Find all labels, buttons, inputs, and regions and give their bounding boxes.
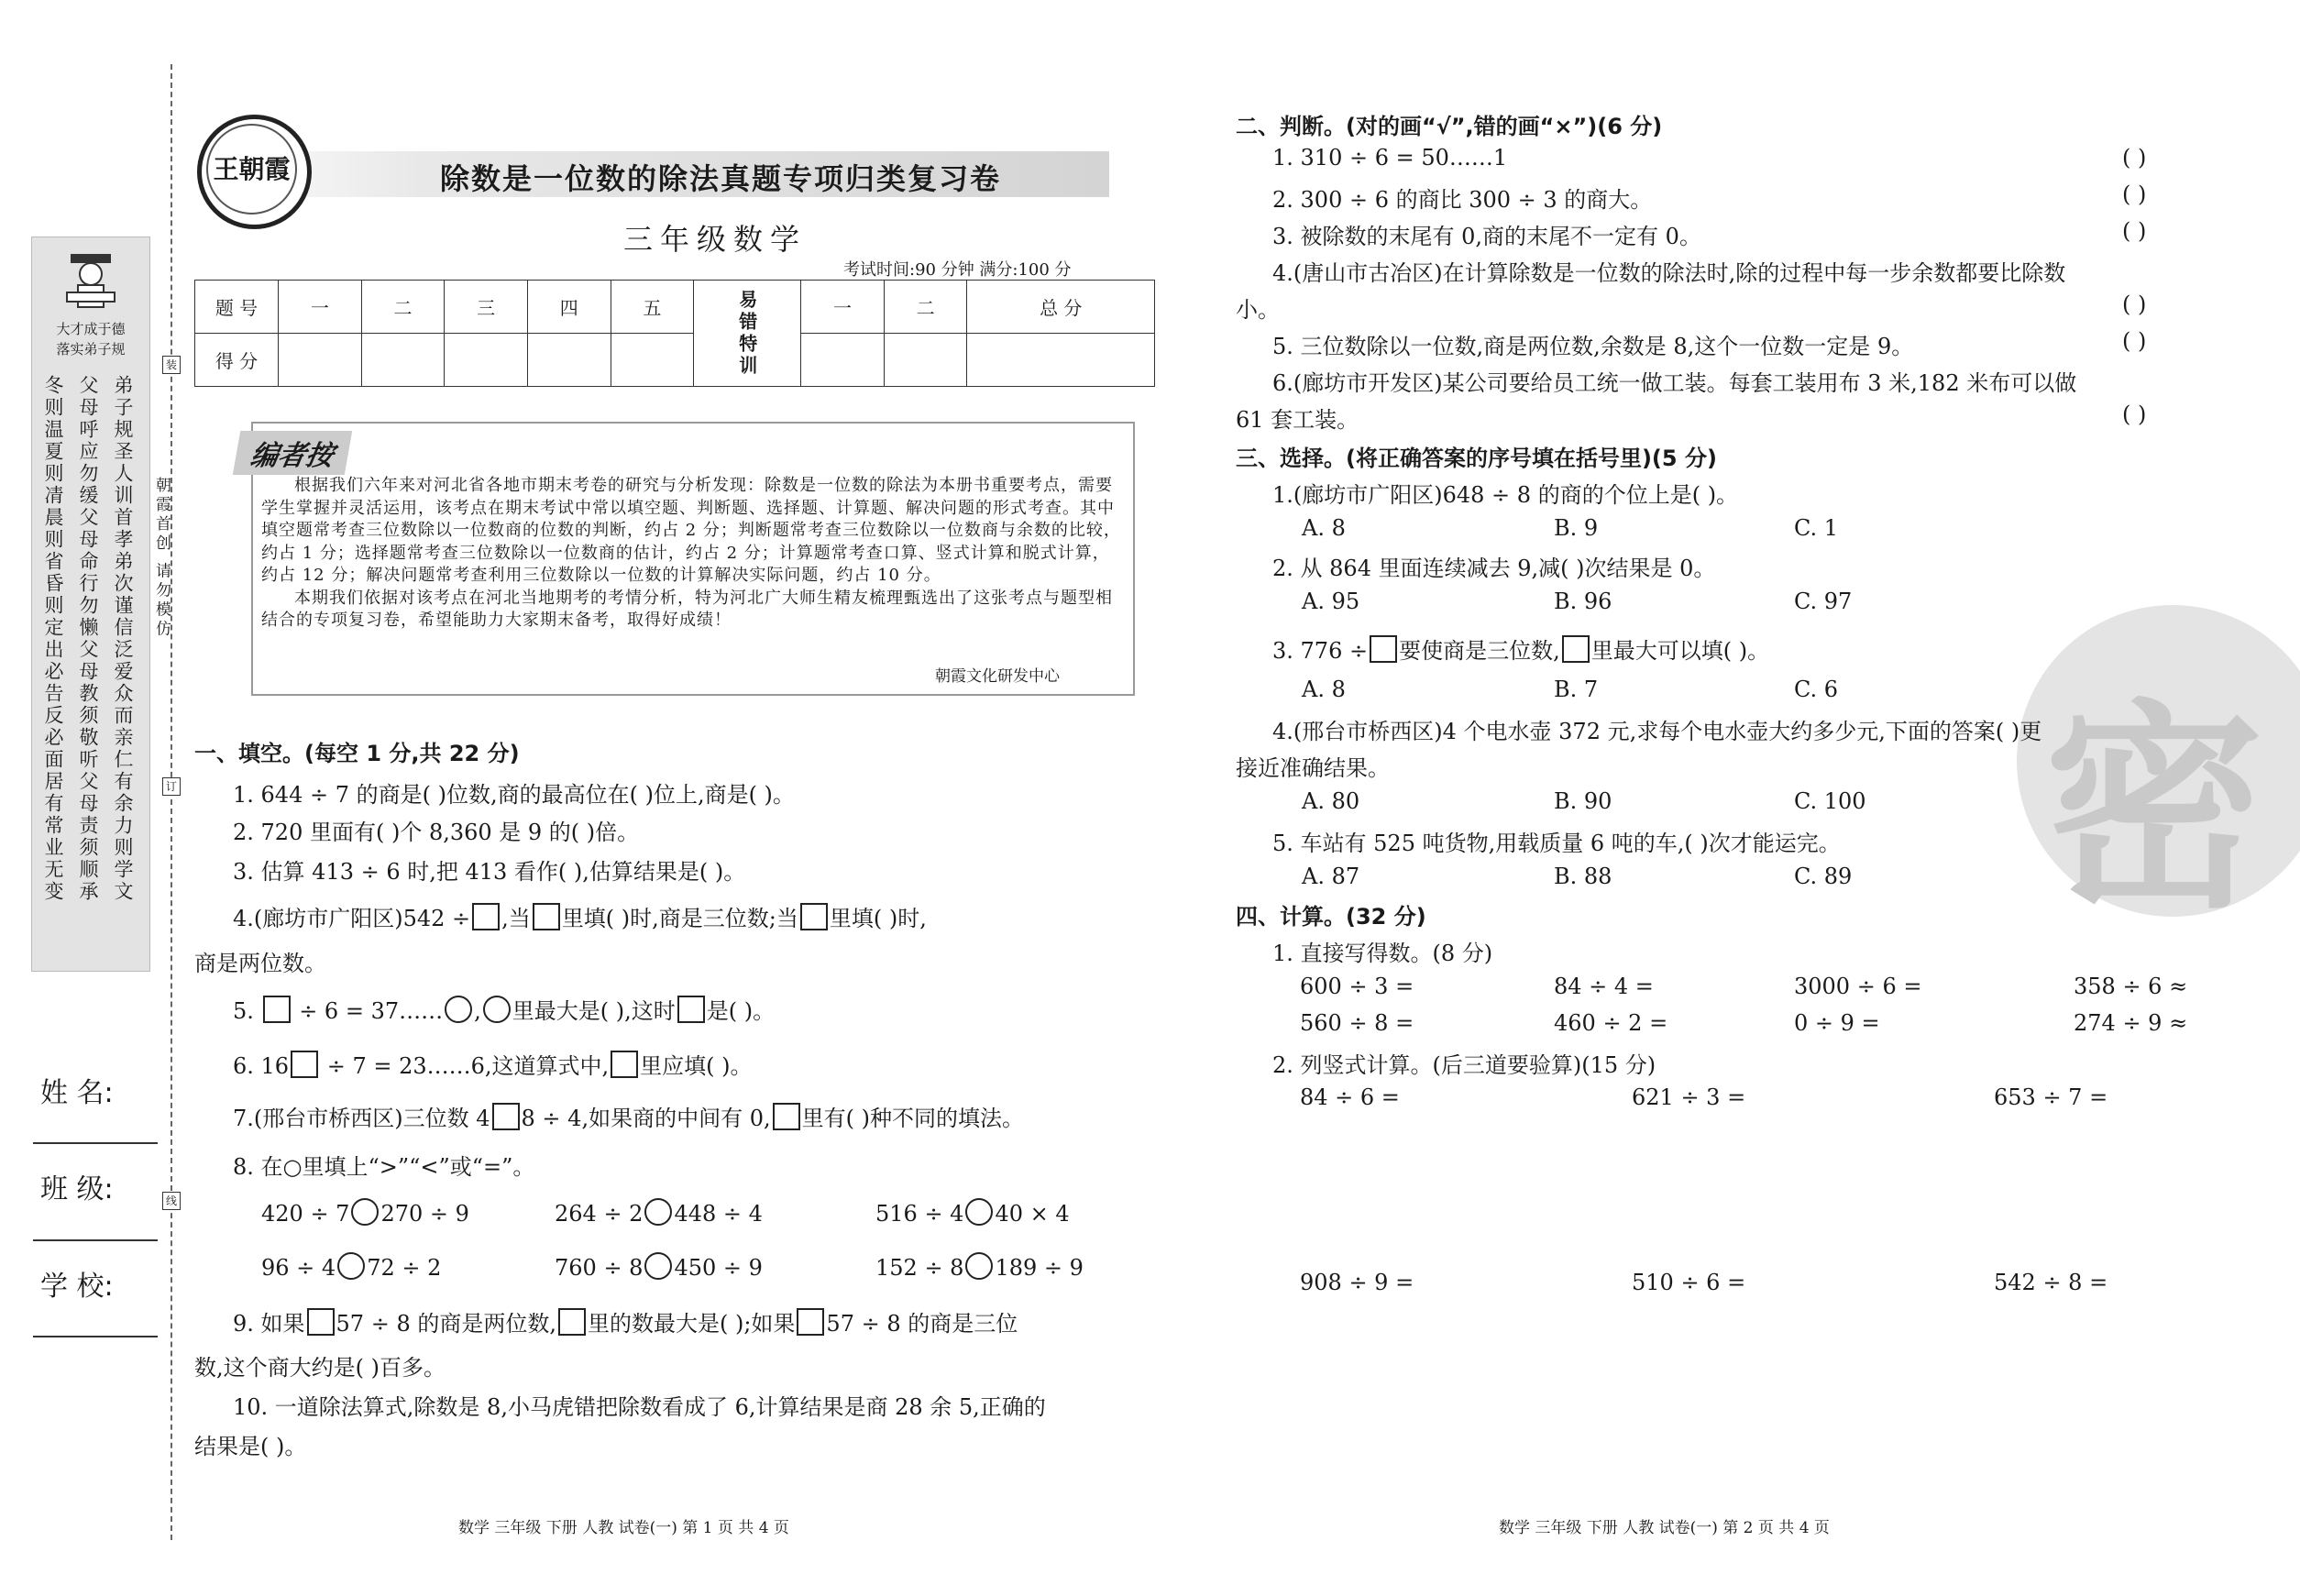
score-header-cell: 题 号	[195, 281, 279, 334]
oral-item: 358 ÷ 6 ≈	[2074, 974, 2188, 999]
choice-option[interactable]: A. 80	[1302, 788, 1360, 814]
score-cell[interactable]	[361, 334, 445, 387]
school-field[interactable]	[33, 1336, 158, 1337]
binding-mark-xian: 线	[162, 1192, 181, 1210]
compare-left: 420 ÷ 7	[261, 1201, 350, 1227]
choice-option[interactable]: B. 96	[1554, 589, 1612, 614]
score-table-header-row	[195, 281, 1155, 334]
question-1-10-cont: 结果是( )。	[194, 1434, 307, 1459]
q5-text-a: 5.	[233, 998, 254, 1024]
question-1-8: 8. 在○里填上“>”“<”或“=”。	[233, 1154, 535, 1180]
q9-text-d: 57 ÷ 8 的商是三位	[826, 1311, 1018, 1337]
judge-item-6: 6.(廊坊市开发区)某公司要给员工统一做工装。每套工装用布 3 米,182 米布可以做	[1272, 370, 2077, 396]
compare-right: 448 ÷ 4	[674, 1201, 763, 1227]
section-2-title: 二、判断。(对的画“√”,错的画“×”)(6 分)	[1236, 114, 1663, 139]
choice-question-2: 2. 从 864 里面连续减去 9,减( )次结果是 0。	[1272, 556, 1716, 581]
choice-option[interactable]: B. 7	[1554, 677, 1599, 702]
section-3-title: 三、选择。(将正确答案的序号填在括号里)(5 分)	[1236, 446, 1717, 471]
q9-text-b: 57 ÷ 8 的商是两位数,	[336, 1311, 556, 1337]
score-table	[194, 280, 1155, 387]
q9-text-c: 里的数最大是( );如果	[587, 1311, 796, 1337]
judge-answer-4[interactable]: ( )	[2122, 292, 2147, 317]
brand-logo-text: 王朝霞	[206, 124, 297, 215]
choice-option[interactable]: C. 6	[1794, 677, 1839, 702]
section-1-title: 一、填空。(每空 1 分,共 22 分)	[194, 741, 520, 766]
question-1-5	[233, 993, 775, 1025]
score-header-cell: 二	[361, 281, 445, 334]
motto-column-1: 弟子规圣人训首孝弟次谨信泛爱众而亲仁有余力则学文	[112, 375, 134, 903]
compare-right: 40 × 4	[995, 1201, 1070, 1227]
exam-time-info: 考试时间:90 分钟 满分:100 分	[843, 260, 1072, 280]
motto-column-3: 冬则温夏则凊晨则省昏则定出必告反必面居有常业无变	[42, 375, 64, 903]
vertical-calc-item: 510 ÷ 6 =	[1632, 1270, 1746, 1295]
question-1-9-cont: 数,这个商大约是( )百多。	[194, 1355, 446, 1381]
compare-circle[interactable]	[965, 1198, 993, 1226]
error-training-label: 易错特训	[694, 281, 801, 387]
answer-box[interactable]	[773, 1103, 800, 1130]
choice-option[interactable]: B. 90	[1554, 788, 1612, 814]
question-1-2: 2. 720 里面有( )个 8,360 是 9 的( )倍。	[233, 820, 640, 845]
judge-answer-6[interactable]: ( )	[2122, 402, 2147, 427]
answer-box[interactable]	[677, 996, 705, 1023]
answer-box[interactable]	[472, 903, 500, 930]
binding-mark-zhuang: 装	[162, 356, 181, 374]
vertical-calc-item: 908 ÷ 9 =	[1300, 1270, 1414, 1295]
judge-answer-5[interactable]: ( )	[2122, 328, 2147, 354]
vertical-calc-item: 542 ÷ 8 =	[1994, 1270, 2108, 1295]
compare-item	[555, 1252, 763, 1281]
name-field[interactable]	[33, 1142, 158, 1144]
score-cell[interactable]	[884, 334, 967, 387]
copyright-note: 朝霞首创 请勿模仿	[152, 477, 171, 640]
q6-text-b: ÷ 7 = 23……6,这道算式中,	[326, 1053, 610, 1079]
answer-box[interactable]	[1562, 635, 1590, 663]
motto-column-2: 父母呼应勿缓父母命行勿懒父母教须敬听父母责须顺承	[77, 375, 99, 903]
score-header-cell: 一	[279, 281, 362, 334]
choice-option[interactable]: A. 8	[1302, 515, 1346, 541]
choice-option[interactable]: B. 9	[1554, 515, 1599, 541]
judge-item-2: 2. 300 ÷ 6 的商比 300 ÷ 3 的商大。	[1272, 187, 1653, 213]
choice-question-3	[1272, 633, 1769, 665]
cq3-text-b: 要使商是三位数,	[1399, 638, 1560, 664]
compare-item	[875, 1252, 1084, 1281]
score-header-cell: 一	[801, 281, 885, 334]
choice-option[interactable]: A. 8	[1302, 677, 1346, 702]
compare-item	[875, 1198, 1070, 1227]
answer-box[interactable]	[800, 903, 828, 930]
answer-box[interactable]	[611, 1051, 638, 1078]
judge-item-3: 3. 被除数的末尾有 0,商的末尾不一定有 0。	[1272, 224, 1701, 249]
score-cell[interactable]	[527, 334, 611, 387]
compare-item	[555, 1198, 763, 1227]
compare-item	[261, 1198, 469, 1227]
page-footer-right: 数学 三年级 下册 人教 试卷(一) 第 2 页 共 4 页	[1499, 1519, 1830, 1537]
answer-box[interactable]	[533, 903, 560, 930]
oral-item: 0 ÷ 9 =	[1794, 1010, 1880, 1036]
q5-text-d: 里最大是( ),这时	[512, 998, 676, 1024]
answer-box[interactable]	[291, 1051, 318, 1078]
compare-left: 96 ÷ 4	[261, 1255, 336, 1281]
choice-option[interactable]: C. 89	[1794, 864, 1853, 889]
calc-subsection-2: 2. 列竖式计算。(后三道要验算)(15 分)	[1272, 1052, 1656, 1078]
question-1-1: 1. 644 ÷ 7 的商是( )位数,商的最高位在( )位上,商是( )。	[233, 782, 795, 808]
score-cell[interactable]	[801, 334, 885, 387]
cq3-text-a: 3. 776 ÷	[1272, 638, 1369, 664]
q5-text-b: ÷ 6 = 37……	[299, 998, 444, 1024]
compare-right: 270 ÷ 9	[380, 1201, 469, 1227]
answer-box[interactable]	[558, 1308, 586, 1336]
q4-text-a: 4.(廊坊市广阳区)542 ÷	[233, 906, 471, 931]
choice-option[interactable]: A. 95	[1302, 589, 1360, 614]
oral-item: 600 ÷ 3 =	[1300, 974, 1414, 999]
compare-right: 72 ÷ 2	[367, 1255, 442, 1281]
answer-box[interactable]	[307, 1308, 335, 1336]
choice-option[interactable]: C. 1	[1794, 515, 1839, 541]
vertical-calc-item: 653 ÷ 7 =	[1994, 1084, 2108, 1110]
oral-item: 460 ÷ 2 =	[1554, 1010, 1668, 1036]
question-1-10: 10. 一道除法算式,除数是 8,小马虎错把除数看成了 6,计算结果是商 28 余 5,正确的	[233, 1394, 1046, 1420]
choice-option[interactable]: C. 97	[1794, 589, 1853, 614]
compare-circle[interactable]	[337, 1252, 365, 1280]
oral-item: 274 ÷ 9 ≈	[2074, 1010, 2188, 1036]
score-cell[interactable]	[611, 334, 694, 387]
vertical-calc-item: 621 ÷ 3 =	[1632, 1084, 1746, 1110]
motto-line-1: 大才成于德	[56, 321, 126, 337]
score-table-score-row	[195, 334, 1155, 387]
judge-item-4-cont: 小。	[1236, 297, 1280, 323]
editor-note-para-2: 本期我们依据对该考点在河北当地期考的考情分析，特为河北广大师生精友梳理甄选出了这张考点与题型相结合的专项复习卷，希望能助力大家期末备考，取得好成绩！	[261, 588, 1113, 630]
question-1-7	[233, 1100, 1024, 1132]
score-cell[interactable]	[445, 334, 528, 387]
compare-circle[interactable]	[351, 1198, 379, 1226]
q7-text-c: 里有( )种不同的填法。	[801, 1106, 1024, 1131]
choice-option[interactable]: B. 88	[1554, 864, 1612, 889]
choice-option[interactable]: A. 87	[1302, 864, 1360, 889]
page-footer-left: 数学 三年级 下册 人教 试卷(一) 第 1 页 共 4 页	[458, 1519, 789, 1537]
q7-text-b: 8 ÷ 4,如果商的中间有 0,	[521, 1106, 771, 1131]
class-label: 班 级:	[40, 1173, 114, 1205]
oral-item: 3000 ÷ 6 =	[1794, 974, 1922, 999]
question-1-4	[233, 900, 927, 932]
compare-left: 152 ÷ 8	[875, 1255, 964, 1281]
section-4-title: 四、计算。(32 分)	[1236, 904, 1426, 930]
choice-option[interactable]: C. 100	[1794, 788, 1866, 814]
sidebar-motto-panel	[31, 237, 150, 972]
answer-box[interactable]	[263, 996, 291, 1023]
motto-line-2: 落实弟子规	[56, 341, 126, 358]
binding-mark-ding: 订	[162, 777, 181, 796]
score-header-cell: 五	[611, 281, 694, 334]
judge-item-1: 1. 310 ÷ 6 = 50……1	[1272, 145, 1508, 171]
score-header-cell: 四	[527, 281, 611, 334]
oral-item: 84 ÷ 4 =	[1554, 974, 1654, 999]
class-field[interactable]	[33, 1239, 158, 1241]
judge-item-6-cont: 61 套工装。	[1236, 407, 1359, 433]
editor-note-tag: 编者按	[233, 431, 352, 475]
editor-note-body	[261, 475, 1123, 633]
q9-text-a: 9. 如果	[233, 1311, 305, 1337]
question-1-9	[233, 1305, 1018, 1337]
choice-question-4-cont: 接近准确结果。	[1236, 755, 1390, 781]
choice-question-5: 5. 车站有 525 吨货物,用载质量 6 吨的车,( )次才能运完。	[1272, 831, 1841, 856]
q6-text-a: 6. 16	[233, 1053, 290, 1079]
judge-answer-3[interactable]: ( )	[2122, 218, 2147, 244]
q5-text-e: 是( )。	[706, 998, 776, 1024]
subject-heading: 三年级数学	[623, 222, 808, 257]
cq3-text-c: 里最大可以填( )。	[1590, 638, 1770, 664]
answer-box[interactable]	[492, 1103, 520, 1130]
score-header-cell: 二	[884, 281, 967, 334]
answer-box[interactable]	[797, 1308, 824, 1336]
score-cell[interactable]	[279, 334, 362, 387]
compare-left: 264 ÷ 2	[555, 1201, 644, 1227]
q4-text-c: 里填( )时,商是三位数;当	[561, 906, 798, 931]
judge-item-5: 5. 三位数除以一位数,商是两位数,余数是 8,这个一位数一定是 9。	[1272, 334, 1914, 359]
compare-circle[interactable]	[965, 1252, 993, 1280]
vertical-calc-item: 84 ÷ 6 =	[1300, 1084, 1400, 1110]
compare-circle[interactable]	[644, 1252, 672, 1280]
score-header-cell: 三	[445, 281, 528, 334]
compare-right: 189 ÷ 9	[995, 1255, 1084, 1281]
answer-box[interactable]	[1370, 635, 1397, 663]
compare-item	[261, 1252, 441, 1281]
binding-dashed-line	[171, 64, 172, 1540]
question-1-4-cont: 商是两位数。	[194, 951, 326, 976]
calc-subsection-1: 1. 直接写得数。(8 分)	[1272, 941, 1493, 966]
name-label: 姓 名:	[40, 1077, 114, 1109]
judge-answer-2[interactable]: ( )	[2122, 182, 2147, 207]
question-1-3: 3. 估算 413 ÷ 6 时,把 413 看作( ),估算结果是( )。	[233, 859, 746, 885]
judge-item-4: 4.(唐山市古冶区)在计算除数是一位数的除法时,除的过程中每一步余数都要比除数	[1272, 260, 2066, 286]
q4-text-d: 里填( )时,	[829, 906, 927, 931]
q5-text-c: ,	[474, 998, 481, 1024]
confidential-stamp-char: 密	[2044, 681, 2265, 938]
q4-text-b: ,当	[501, 906, 531, 931]
compare-circle[interactable]	[644, 1198, 672, 1226]
document-title: 除数是一位数的除法真题专项归类复习卷	[440, 161, 1002, 196]
q6-text-c: 里应填( )。	[640, 1053, 753, 1079]
oral-item: 560 ÷ 8 =	[1300, 1010, 1414, 1036]
answer-circle[interactable]	[445, 996, 472, 1023]
compare-left: 760 ÷ 8	[555, 1255, 644, 1281]
editor-note-para-1: 根据我们六年来对河北省各地市期末考卷的研究与分析发现：除数是一位数的除法为本册书重要考点，需要学生掌握并灵活运用，该考点在期末考试中常以填空题、判断题、选择题、计算题、解决问题的形式考查。其中填空题常考查三位数除以一位数商的位数的判断，约占 2 分；判断题常考查三位数除以一位数商与余数的比较，约占 1 分；选择题常考查三位数除以一位数商的估计，约占 2 分；计算题常考查口算、竖式计算和脱式计算，约占 12 分；解决问题常考查利用三位数除以一位数的计算解决实际问题，约占 10 分。	[261, 476, 1121, 585]
editor-note-signature: 朝霞文化研发中心	[935, 667, 1060, 686]
answer-circle[interactable]	[483, 996, 511, 1023]
school-label: 学 校:	[40, 1271, 114, 1303]
compare-right: 450 ÷ 9	[674, 1255, 763, 1281]
scholar-illustration	[63, 247, 118, 311]
choice-question-4: 4.(邢台市桥西区)4 个电水壶 372 元,求每个电水壶大约多少元,下面的答案( )更	[1272, 719, 2042, 744]
question-1-6	[233, 1048, 753, 1080]
choice-question-1: 1.(廊坊市广阳区)648 ÷ 8 的商的个位上是( )。	[1272, 482, 1739, 508]
compare-left: 516 ÷ 4	[875, 1201, 964, 1227]
score-row-label: 得 分	[195, 334, 279, 387]
judge-answer-1[interactable]: ( )	[2122, 145, 2147, 171]
score-cell[interactable]	[967, 334, 1155, 387]
score-header-cell: 总 分	[967, 281, 1155, 334]
q7-text-a: 7.(邢台市桥西区)三位数 4	[233, 1106, 490, 1131]
